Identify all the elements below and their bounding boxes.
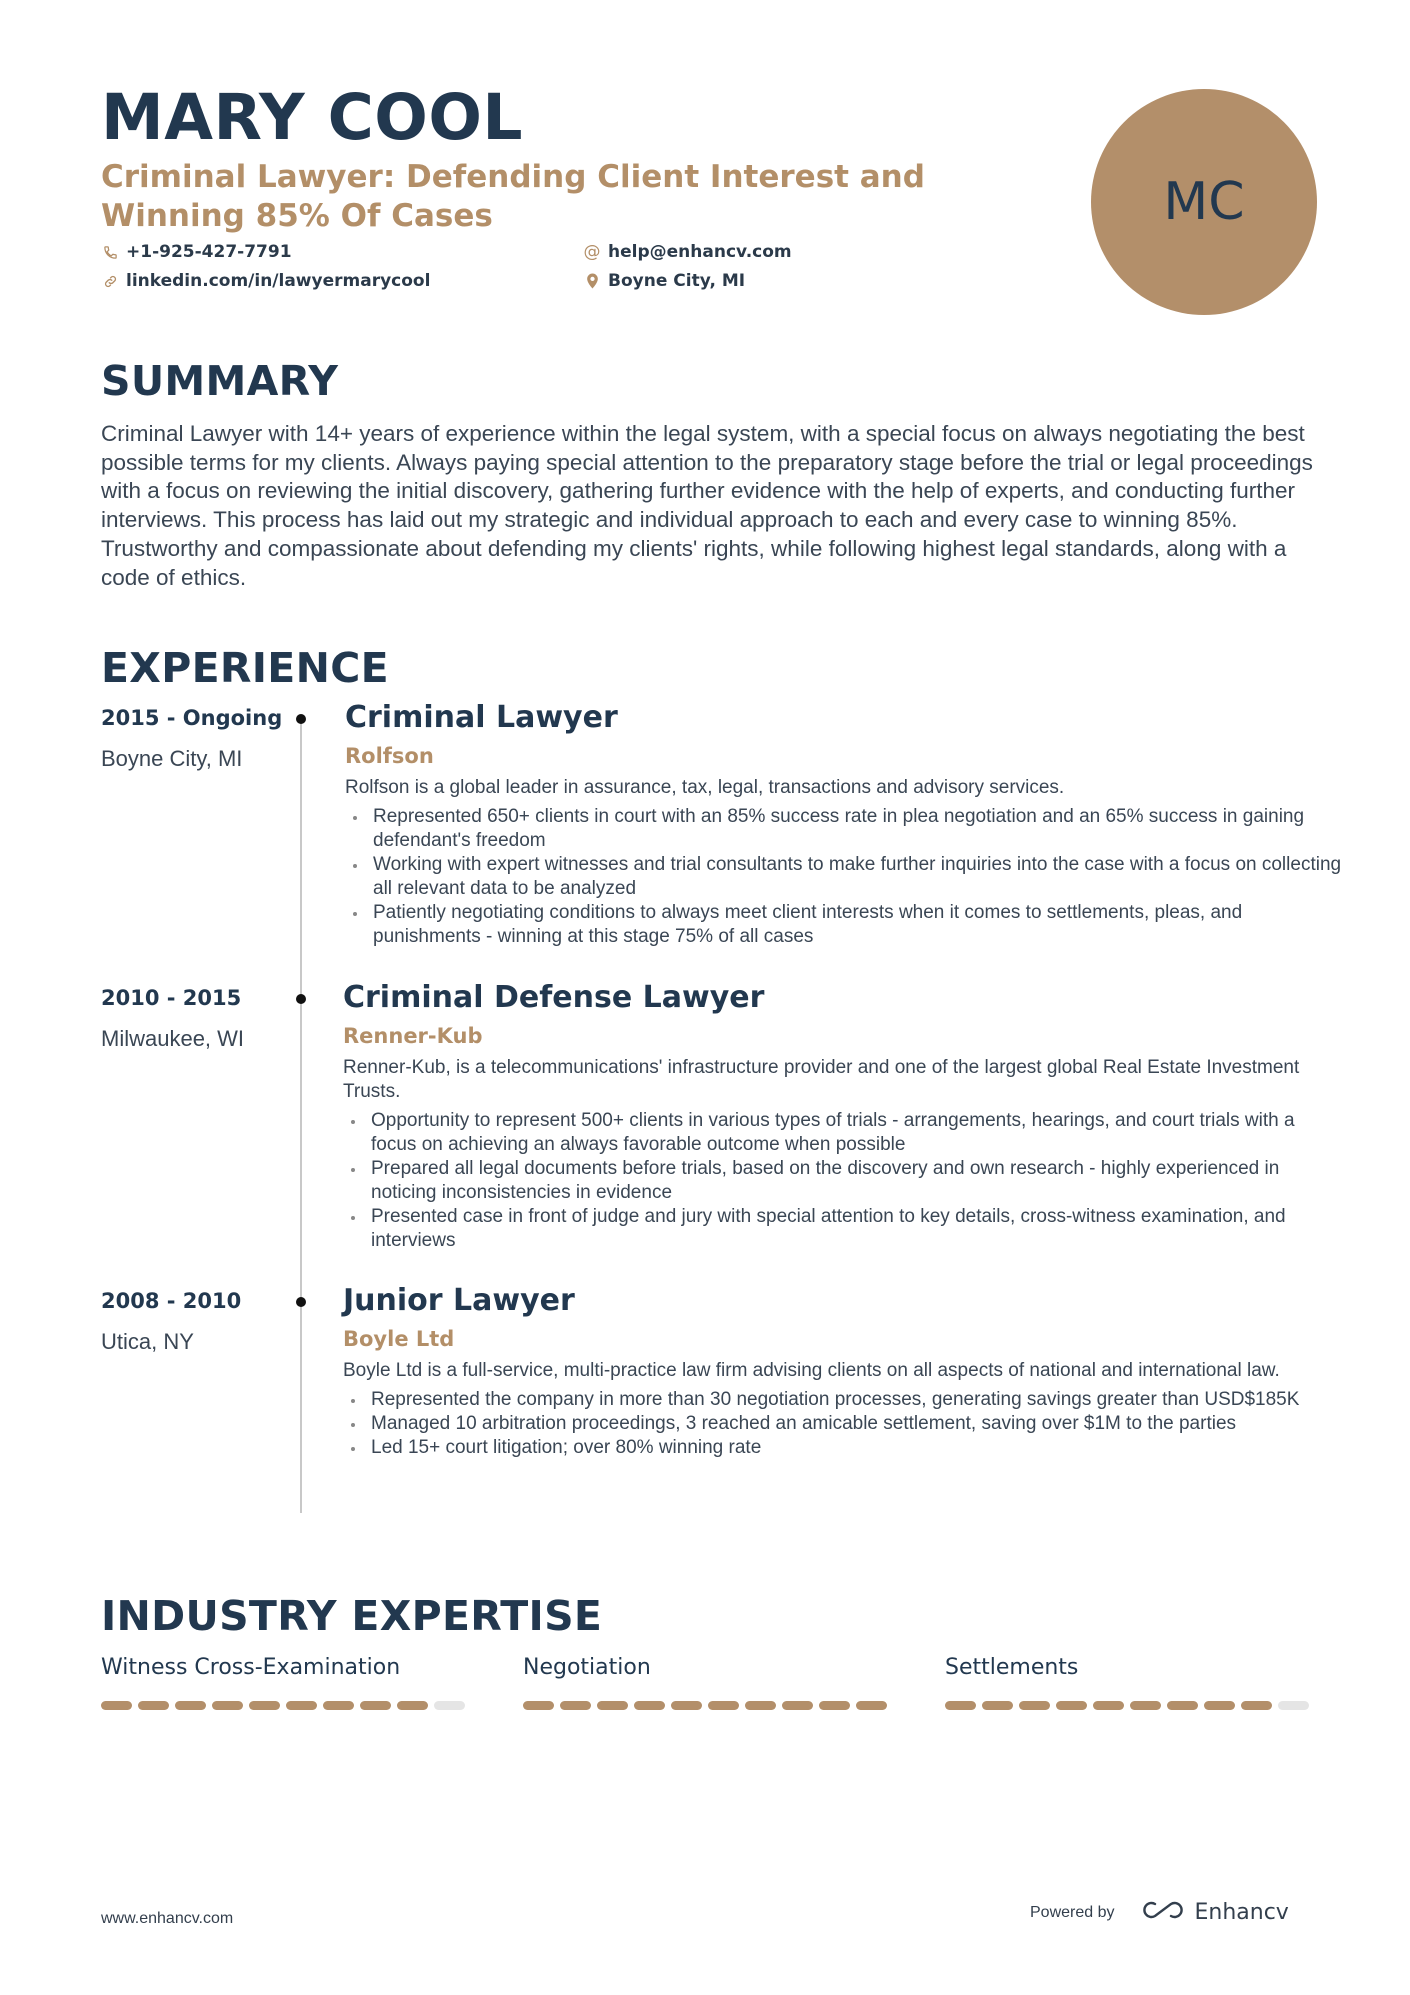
skill-segment-filled bbox=[101, 1701, 132, 1710]
experience-heading: EXPERIENCE bbox=[101, 644, 389, 692]
skill-segment-empty bbox=[1278, 1701, 1309, 1710]
experience-company: Renner-Kub bbox=[343, 1024, 483, 1048]
skill-segment-filled bbox=[1167, 1701, 1198, 1710]
bullet-item: Managed 10 arbitration proceedings, 3 reached an amicable settlement, saving over $1M to the parties bbox=[343, 1412, 1343, 1436]
avatar-initials: MC bbox=[1163, 172, 1245, 232]
experience-date: 2010 - 2015 bbox=[101, 986, 242, 1010]
bullet-item: Represented the company in more than 30 negotiation processes, generating savings greater than USD$185K bbox=[343, 1388, 1343, 1412]
skill-segment-filled bbox=[249, 1701, 280, 1710]
candidate-headline: Criminal Lawyer: Defending Client Interest and Winning 85% Of Cases bbox=[101, 159, 925, 234]
experience-description: Rolfson is a global leader in assurance, tax, legal, transactions and advisory services. bbox=[345, 777, 1065, 798]
bullet-item: Opportunity to represent 500+ clients in various types of trials - arrangements, hearings, and court trials with a focus on achieving an always favorable outcome when possible bbox=[343, 1109, 1343, 1157]
phone-text: +1-925-427-7791 bbox=[126, 242, 292, 262]
experience-company: Rolfson bbox=[345, 744, 434, 768]
skill-segment-filled bbox=[1204, 1701, 1235, 1710]
skill-segment-filled bbox=[671, 1701, 702, 1710]
contact-email[interactable] bbox=[583, 242, 792, 262]
skill-segment-filled bbox=[175, 1701, 206, 1710]
skill-segment-filled bbox=[138, 1701, 169, 1710]
brand-logo[interactable] bbox=[1141, 1898, 1289, 1927]
skill-segment-filled bbox=[1019, 1701, 1050, 1710]
experience-body bbox=[343, 980, 1343, 1253]
contact-location bbox=[583, 271, 745, 291]
experience-location: Utica, NY bbox=[101, 1329, 194, 1354]
footer-website[interactable]: www.enhancv.com bbox=[101, 1910, 234, 1927]
enhancv-logo-icon bbox=[1141, 1898, 1187, 1927]
contact-list bbox=[101, 242, 821, 302]
timeline-dot bbox=[296, 714, 306, 724]
at-icon: @ bbox=[583, 242, 601, 262]
experience-company: Boyle Ltd bbox=[343, 1327, 455, 1351]
email-text: help@enhancv.com bbox=[608, 242, 792, 262]
bullet-item: Patiently negotiating conditions to always meet client interests when it comes to settlements, pleas, and punishments - winning at this stage 75% of all cases bbox=[345, 901, 1345, 949]
avatar bbox=[1091, 89, 1317, 315]
skill-segment-filled bbox=[1093, 1701, 1124, 1710]
experience-date: 2008 - 2010 bbox=[101, 1289, 242, 1313]
experience-bullets bbox=[343, 1388, 1343, 1460]
timeline-dot bbox=[296, 1297, 306, 1307]
location-text: Boyne City, MI bbox=[608, 271, 746, 291]
experience-bullets bbox=[345, 805, 1345, 949]
skill-segment-filled bbox=[1241, 1701, 1272, 1710]
skill-name: Negotiation bbox=[523, 1655, 651, 1680]
bullet-item: Led 15+ court litigation; over 80% winning rate bbox=[343, 1436, 1343, 1460]
experience-role: Criminal Defense Lawyer bbox=[343, 980, 765, 1015]
bullet-item: Represented 650+ clients in court with an 85% success rate in plea negotiation and an 65% success in gaining defendant's freedom bbox=[345, 805, 1345, 853]
experience-body bbox=[345, 700, 1345, 949]
skill-segment-filled bbox=[945, 1701, 976, 1710]
candidate-name: MARY COOL bbox=[101, 81, 524, 154]
powered-by-text: Powered by bbox=[1030, 1903, 1115, 1921]
link-icon bbox=[101, 272, 119, 290]
skill-segment-filled bbox=[597, 1701, 628, 1710]
contact-linkedin[interactable] bbox=[101, 271, 430, 291]
skill-segment-filled bbox=[708, 1701, 739, 1710]
experience-location: Milwaukee, WI bbox=[101, 1026, 245, 1051]
skill-segment-filled bbox=[1130, 1701, 1161, 1710]
skill-item bbox=[101, 1655, 471, 1710]
bullet-item: Prepared all legal documents before trials, based on the discovery and own research - highly experienced in noticing inconsistencies in evidence bbox=[343, 1157, 1343, 1205]
skill-segment-filled bbox=[523, 1701, 554, 1710]
bullet-item: Working with expert witnesses and trial consultants to make further inquiries into the case with a focus on collecting all relevant data to be analyzed bbox=[345, 853, 1345, 901]
experience-description: Renner-Kub, is a telecommunications' infrastructure provider and one of the largest global Real Estate Investment Trusts. bbox=[343, 1057, 1300, 1102]
experience-date: 2015 - Ongoing bbox=[101, 706, 283, 730]
skill-segment-filled bbox=[819, 1701, 850, 1710]
skill-segment-empty bbox=[434, 1701, 465, 1710]
location-pin-icon bbox=[583, 272, 601, 290]
skill-segment-filled bbox=[634, 1701, 665, 1710]
skill-level-bar bbox=[101, 1701, 471, 1710]
skill-segment-filled bbox=[397, 1701, 428, 1710]
experience-location: Boyne City, MI bbox=[101, 746, 243, 771]
summary-text: Criminal Lawyer with 14+ years of experience within the legal system, with a special focus on always negotiating the best possible terms for my clients. Always paying special attention to the preparatory stage before the trial or legal proceedings with a focus on reviewing the initial discovery, gathering further evidence with the help of experts, and conducting further interviews. This process has laid out my strategic and individual approach to each and every case to winning 85%. Trustworthy and compassionate about defending my clients' rights, while following highest legal standards, along with a code of ethics. bbox=[101, 421, 1313, 590]
expertise-heading: INDUSTRY EXPERTISE bbox=[101, 1592, 603, 1640]
experience-role: Criminal Lawyer bbox=[345, 700, 618, 735]
experience-body bbox=[343, 1283, 1343, 1460]
bullet-item: Presented case in front of judge and jury with special attention to key details, cross-witness examination, and interviews bbox=[343, 1205, 1343, 1253]
phone-icon bbox=[101, 243, 119, 261]
skill-segment-filled bbox=[982, 1701, 1013, 1710]
skill-segment-filled bbox=[1056, 1701, 1087, 1710]
experience-description: Boyle Ltd is a full-service, multi-practice law firm advising clients on all aspects of national and international law. bbox=[343, 1360, 1280, 1381]
experience-bullets bbox=[343, 1109, 1343, 1253]
skill-segment-filled bbox=[360, 1701, 391, 1710]
skill-level-bar bbox=[523, 1701, 893, 1710]
skill-name: Settlements bbox=[945, 1655, 1079, 1680]
skill-level-bar bbox=[945, 1701, 1315, 1710]
skill-segment-filled bbox=[212, 1701, 243, 1710]
skill-item bbox=[523, 1655, 893, 1710]
skill-segment-filled bbox=[782, 1701, 813, 1710]
skill-name: Witness Cross-Examination bbox=[101, 1655, 401, 1680]
skill-segment-filled bbox=[856, 1701, 887, 1710]
brand-name: Enhancv bbox=[1194, 1900, 1289, 1925]
skill-segment-filled bbox=[560, 1701, 591, 1710]
timeline-line bbox=[300, 718, 302, 1513]
footer-branding bbox=[1030, 1898, 1289, 1927]
contact-phone[interactable] bbox=[101, 242, 292, 262]
timeline-dot bbox=[296, 994, 306, 1004]
experience-role: Junior Lawyer bbox=[343, 1283, 575, 1318]
skill-segment-filled bbox=[323, 1701, 354, 1710]
summary-heading: SUMMARY bbox=[101, 357, 339, 405]
skill-item bbox=[945, 1655, 1315, 1710]
skill-segment-filled bbox=[745, 1701, 776, 1710]
skill-segment-filled bbox=[286, 1701, 317, 1710]
linkedin-text: linkedin.com/in/lawyermarycool bbox=[126, 271, 431, 291]
